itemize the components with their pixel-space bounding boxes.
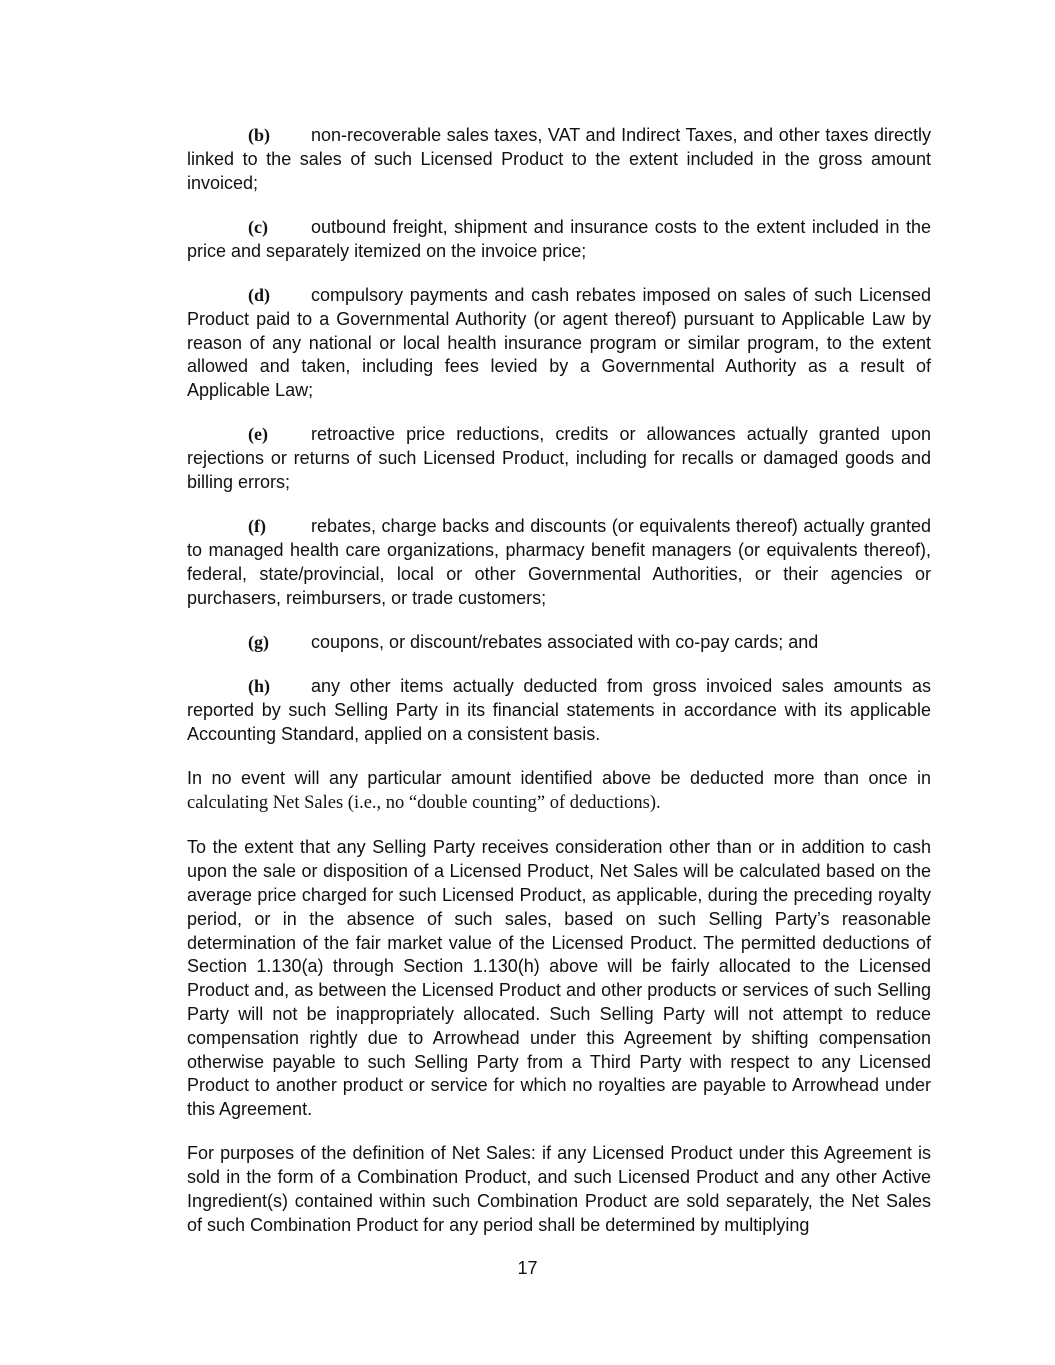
no-double-counting-paragraph [187, 767, 931, 816]
item-text: compulsory payments and cash rebates imposed on sales of such Licensed Product paid to a Governmental Authority (or agent thereof) pursuant to Applicable Law by reason of any national or local health insurance program or similar program, to the extent allowed and taken, including fees levied by a Governmental Authority as a result of Applicable Law; [187, 284, 931, 401]
deduction-item-f [187, 515, 931, 610]
deduction-item-d [187, 284, 931, 403]
item-marker: (d) [248, 284, 270, 305]
combination-product-paragraph: For purposes of the definition of Net Sales: if any Licensed Product under this Agreement is sold in the form of a Combination Product, and such Licensed Product and any other Active Ingredient(s) contained within such Combination Product are sold separately, the Net Sales of such Combination Product for any period shall be determined by multiplying [187, 1143, 931, 1235]
deduction-item-b [187, 124, 931, 195]
item-marker: (e) [248, 424, 268, 445]
no-double-counting-text-serif: calculating Net Sales (i.e., no “double counting” of deductions). [187, 793, 661, 814]
item-marker: (h) [248, 676, 270, 697]
deduction-item-c [187, 216, 931, 264]
no-double-counting-text: In no event will any particular amount identified above be deducted more than once in [187, 768, 931, 789]
consideration-paragraph: To the extent that any Selling Party receives consideration other than or in addition to cash upon the sale or disposition of a Licensed Product, Net Sales will be calculated based on the average price charged for such Licensed Product, as applicable, during the preceding royalty period, or in the absence of such sales, based on such Selling Party’s reasonable determination of the fair market value of the Licensed Product. The permitted deductions of Section 1.130(a) through Section 1.130(h) above will be fairly allocated to the Licensed Product and, as between the Licensed Product and other products or services of such Selling Party will not be inappropriately allocated. Such Selling Party will not attempt to reduce compensation rightly due to Arrowhead under this Agreement by shifting compensation otherwise payable to such Selling Party from a Third Party with respect to any Licensed Product to another product or service for which no royalties are payable to Arrowhead under this Agreement. [187, 837, 931, 1120]
item-text: coupons, or discount/rebates associated with co-pay cards; and [311, 632, 819, 653]
item-marker: (g) [248, 632, 269, 653]
item-text: rebates, charge backs and discounts (or equivalents thereof) actually granted to managed health care organizations, pharmacy benefit managers (or equivalents thereof), federal, state/provincial, local or other Governmental Authorities, or their agencies or purchasers, reimbursers, or trade customers; [187, 516, 931, 608]
deduction-item-e [187, 423, 931, 494]
item-text: retroactive price reductions, credits or allowances actually granted upon rejections or returns of such Licensed Product, including for recalls or damaged goods and billing errors; [187, 424, 931, 493]
deduction-item-h [187, 675, 931, 746]
item-marker: (c) [248, 216, 268, 237]
deduction-item-g [187, 631, 931, 655]
item-marker: (f) [248, 516, 266, 537]
page-body [187, 124, 931, 1258]
item-text: outbound freight, shipment and insurance costs to the extent included in the price and separately itemized on the invoice price; [187, 216, 931, 261]
page-number: 17 [517, 1258, 538, 1278]
item-marker: (b) [248, 125, 270, 145]
item-text: non-recoverable sales taxes, VAT and Indirect Taxes, and other taxes directly linked to the sales of such Licensed Product to the extent included in the gross amount invoiced; [187, 125, 931, 193]
item-text: any other items actually deducted from gross invoiced sales amounts as reported by such Selling Party in its financial statements in accordance with its applicable Accounting Standard, applied on a consistent basis. [187, 676, 931, 744]
